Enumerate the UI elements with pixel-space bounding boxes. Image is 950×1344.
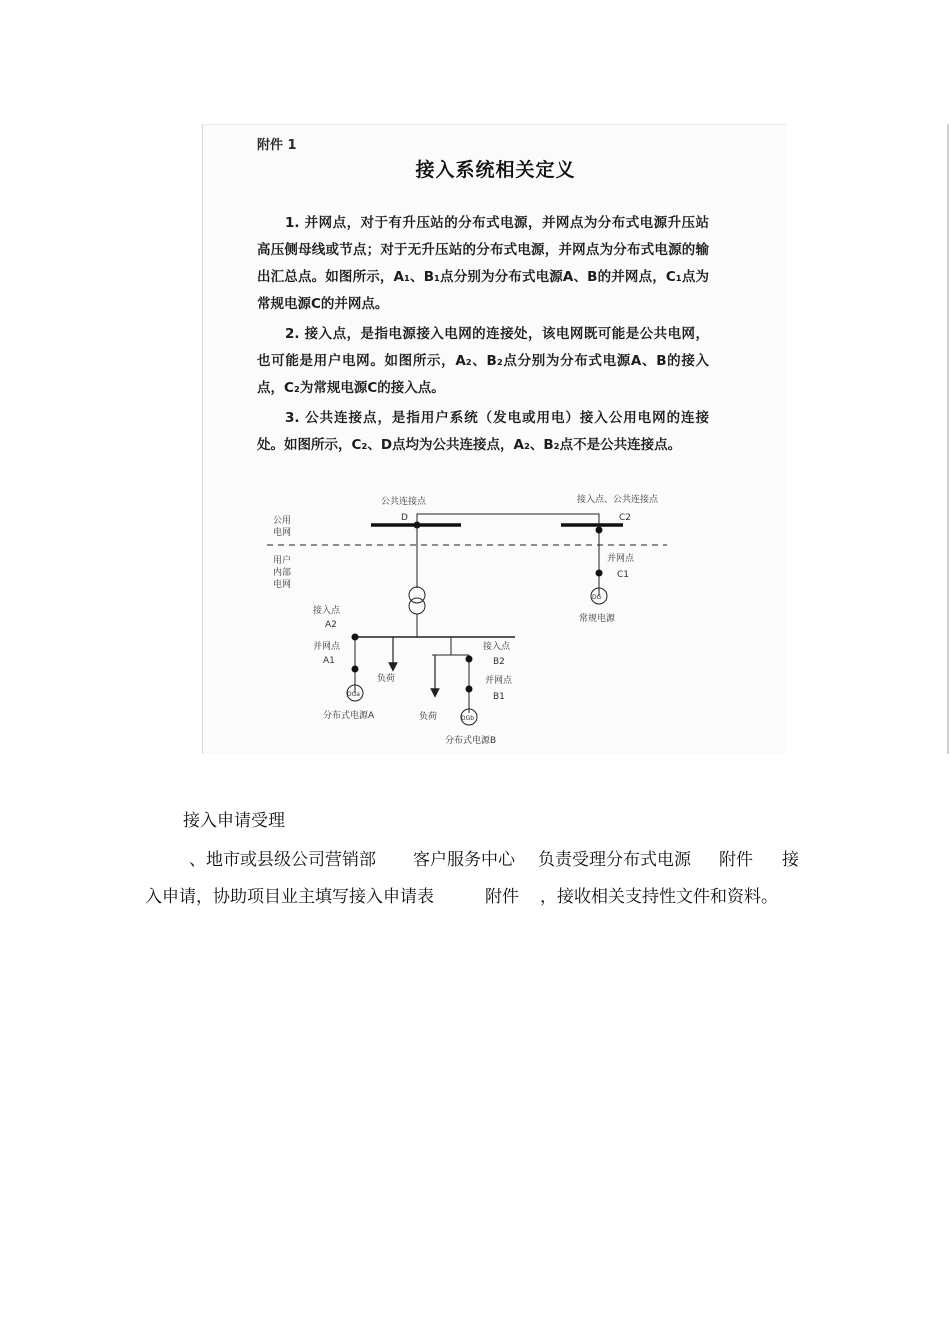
public-grid-label-1: 公用 <box>273 516 292 526</box>
load-2-label: 负荷 <box>419 712 438 722</box>
generator-a-symbol-text: DGa <box>347 691 360 698</box>
single-line-diagram <box>257 493 677 751</box>
point-b1-label: B1 <box>493 692 505 702</box>
body-line-2-part-2: 附件 <box>485 887 519 907</box>
generator-b-symbol-text: DGb <box>461 715 475 722</box>
point-a2-label: A2 <box>325 620 337 630</box>
definition-heading: 2. 接入点 <box>285 326 347 342</box>
scanned-annex-image <box>202 124 787 754</box>
definition-text: ，是指电源接入电网的连接处，该电网既可能是公共电网，也可能是用户电网。如图所示，A₂、B₂点分别为分布式电源A、B的接入点，C₂为常规电源C的接入点。 <box>257 326 709 396</box>
transformer-lower-winding <box>409 598 425 614</box>
page-edge-strip <box>947 124 949 754</box>
distributed-source-b-label: 分布式电源B <box>445 736 497 746</box>
access-point-b-label: 接入点 <box>483 642 511 652</box>
point-a1-label: A1 <box>323 656 335 666</box>
conventional-source-label: 常规电源 <box>579 614 616 624</box>
user-grid-label-1: 用户 <box>273 556 292 566</box>
definition-access-point <box>257 321 709 402</box>
generator-c-symbol-text: DG <box>592 594 602 601</box>
access-point-a-label: 接入点 <box>313 606 341 616</box>
body-line-1-part-4: 附件 <box>719 850 753 870</box>
point-c2-label: C2 <box>619 513 632 523</box>
definition-grid-connection-point <box>257 210 709 318</box>
point-d-label: D <box>401 513 408 523</box>
point-c2 <box>596 527 603 534</box>
definition-common-coupling-point <box>257 405 709 459</box>
point-c1 <box>596 570 603 577</box>
body-line-1-part-2: 客户服务中心 <box>413 850 515 870</box>
point-a2 <box>352 634 359 641</box>
body-line-2-part-3: ，接收相关支持性文件和资料。 <box>540 887 778 907</box>
definition-text: ，对于有升压站的分布式电源，并网点为分布式电源升压站高压侧母线或节点；对于无升压站的分布式电源，并网点为分布式电源的输出汇总点。如图所示，A₁、B₁点分别为分布式电源A、B的并网点，C₁点为常规电源C的并网点。 <box>257 215 709 312</box>
load-1-label: 负荷 <box>377 674 396 684</box>
public-grid-label-2: 电网 <box>273 528 292 538</box>
point-b1 <box>466 686 473 693</box>
point-b2-label: B2 <box>493 657 505 667</box>
point-b2 <box>466 656 473 663</box>
body-line-1-part-1: 、地市或县级公司营销部 <box>189 850 376 870</box>
body-line-1-part-3: 负责受理分布式电源 <box>538 850 691 870</box>
access-pcc-label: 接入点、公共连接点 <box>577 495 659 505</box>
user-grid-label-2: 内部 <box>273 568 292 578</box>
annex-label: 附件 1 <box>257 138 297 153</box>
definition-heading: 1. 并网点 <box>285 215 347 231</box>
body-line-2-part-1: 入申请，协助项目业主填写接入申请表 <box>145 887 434 907</box>
user-grid-label-3: 电网 <box>273 580 292 590</box>
document-title: 接入系统相关定义 <box>415 159 576 181</box>
point-a1 <box>352 666 359 673</box>
point-c1-label: C1 <box>617 570 630 580</box>
grid-connection-a-label: 并网点 <box>313 642 341 652</box>
section-heading: 接入申请受理 <box>183 811 285 831</box>
grid-connection-c-label: 并网点 <box>607 554 635 564</box>
definition-heading: 3. 公共连接点 <box>285 410 378 426</box>
definition-text: ，是指用户系统（发电或用电）接入公用电网的连接处。如图所示，C₂、D点均为公共连接点，A₂、B₂点不是公共连接点。 <box>257 410 709 453</box>
grid-connection-b-label: 并网点 <box>485 676 513 686</box>
body-line-1-part-5: 接 <box>782 850 799 870</box>
distributed-source-a-label: 分布式电源A <box>323 711 375 721</box>
pcc-label: 公共连接点 <box>381 497 427 507</box>
